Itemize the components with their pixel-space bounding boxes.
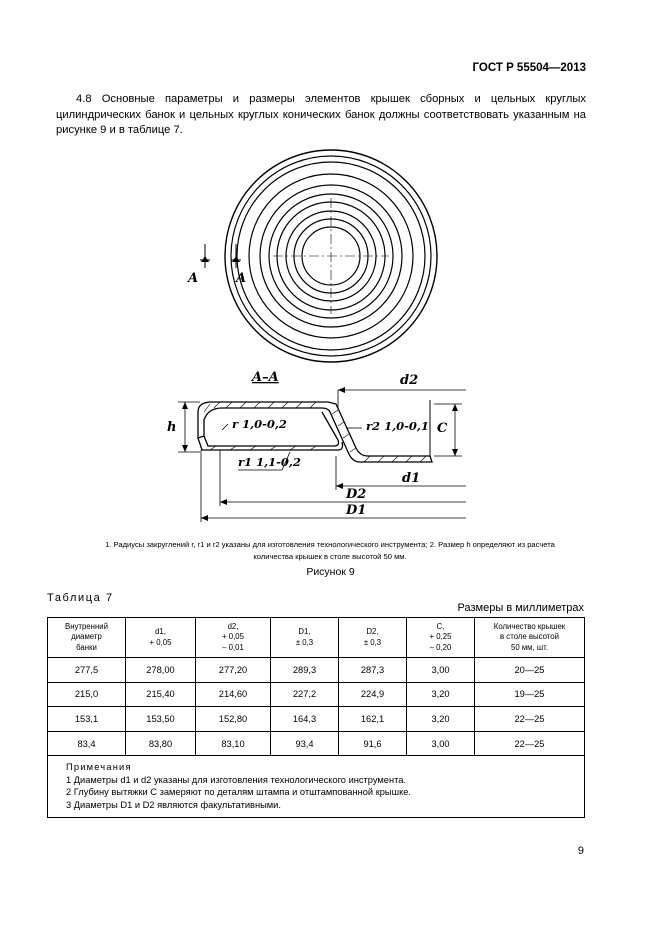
standard-code: ГОСТ Р 55504—2013 xyxy=(472,62,586,74)
table-cell: 19—25 xyxy=(475,682,585,707)
table-cell: 215,0 xyxy=(48,682,126,707)
table-cell: 152,80 xyxy=(196,707,271,732)
header-D1: D1, ± 0,3 xyxy=(271,618,339,658)
table-cell: 83,4 xyxy=(48,731,126,756)
table-cell: 93,4 xyxy=(271,731,339,756)
section-mark-left: A xyxy=(188,271,199,286)
table-row xyxy=(48,707,585,732)
table-cell: 289,3 xyxy=(271,658,339,683)
section-mark-right: A xyxy=(236,271,247,286)
dim-d1-label: d1 xyxy=(402,471,421,486)
figure-note: 1. Радиусы закруглений r, r1 и r2 указаны для изготовления технологического инструмента; 2. Размер h определяют из расчета количества крышек в столе высотой 50 мм. xyxy=(105,540,555,561)
dim-D1-label: D1 xyxy=(346,503,367,518)
table-cell: 214,60 xyxy=(196,682,271,707)
section-paragraph: 4.8 Основные параметры и размеры элементов крышек сборных и цельных круглых цилиндрических банок и цельных круглых конических банок должны соответствовать указанным на рисунке 9 и в таблице 7. xyxy=(56,93,586,137)
header-D2: D2, ± 0,3 xyxy=(339,618,407,658)
dim-d2-label: d2 xyxy=(400,373,419,388)
table-cell: 278,00 xyxy=(126,658,196,683)
header-d1: d1, + 0,05 xyxy=(126,618,196,658)
plan-view xyxy=(200,150,437,362)
figure-caption: Рисунок 9 xyxy=(306,566,355,578)
header-lid-count: Количество крышек в столе высотой 50 мм, шт. xyxy=(475,618,585,658)
parameters-table xyxy=(47,617,585,818)
table-row xyxy=(48,731,585,756)
table-cell: 164,3 xyxy=(271,707,339,732)
table-cell: 277,20 xyxy=(196,658,271,683)
notes-title: Примечания xyxy=(66,762,132,773)
radius-r1-label: r1 1,1-0,2 xyxy=(238,455,301,469)
table-cell: 3,20 xyxy=(407,707,475,732)
header-inner-diameter: Внутренний диаметр банки xyxy=(48,618,126,658)
table-cell: 227,2 xyxy=(271,682,339,707)
table-cell: 277,5 xyxy=(48,658,126,683)
dim-D2-label: D2 xyxy=(346,487,367,502)
page-number: 9 xyxy=(577,845,584,857)
table-cell: 3,00 xyxy=(407,731,475,756)
note-2: 2 Глубину вытяжки C замеряют по деталям штампа и отштампованной крышке. xyxy=(66,787,412,798)
dim-C-label: C xyxy=(437,421,448,436)
note-3: 3 Диаметры D1 и D2 являются факультативными. xyxy=(66,799,281,810)
note-1: 1 Диаметры d1 и d2 указаны для изготовления технологического инструмента. xyxy=(66,774,407,785)
table-cell: 22—25 xyxy=(475,707,585,732)
table-cell: 153,50 xyxy=(126,707,196,732)
table-cell: 83,10 xyxy=(196,731,271,756)
table-cell: 162,1 xyxy=(339,707,407,732)
table-cell: 153,1 xyxy=(48,707,126,732)
table-cell: 91,6 xyxy=(339,731,407,756)
table-cell: 224,9 xyxy=(339,682,407,707)
header-d2: d2, + 0,05 – 0,01 xyxy=(196,618,271,658)
header-C: C, + 0,25 – 0,20 xyxy=(407,618,475,658)
table-cell: 287,3 xyxy=(339,658,407,683)
table-units: Размеры в миллиметрах xyxy=(457,602,584,614)
section-label: A–A xyxy=(252,370,279,385)
table-header-row xyxy=(48,618,585,658)
table-notes xyxy=(48,756,585,818)
dim-h-label: h xyxy=(167,420,177,435)
table-notes-row xyxy=(48,756,585,818)
table-row xyxy=(48,682,585,707)
table-cell: 215,40 xyxy=(126,682,196,707)
table-cell: 3,00 xyxy=(407,658,475,683)
table-row xyxy=(48,658,585,683)
table-cell: 20—25 xyxy=(475,658,585,683)
table-cell: 3,20 xyxy=(407,682,475,707)
radius-r2-label: r2 1,0-0,1 xyxy=(366,419,429,433)
table-cell: 83,80 xyxy=(126,731,196,756)
radius-r-label: r 1,0-0,2 xyxy=(232,417,287,431)
table-title: Таблица 7 xyxy=(47,592,114,604)
table-cell: 22—25 xyxy=(475,731,585,756)
